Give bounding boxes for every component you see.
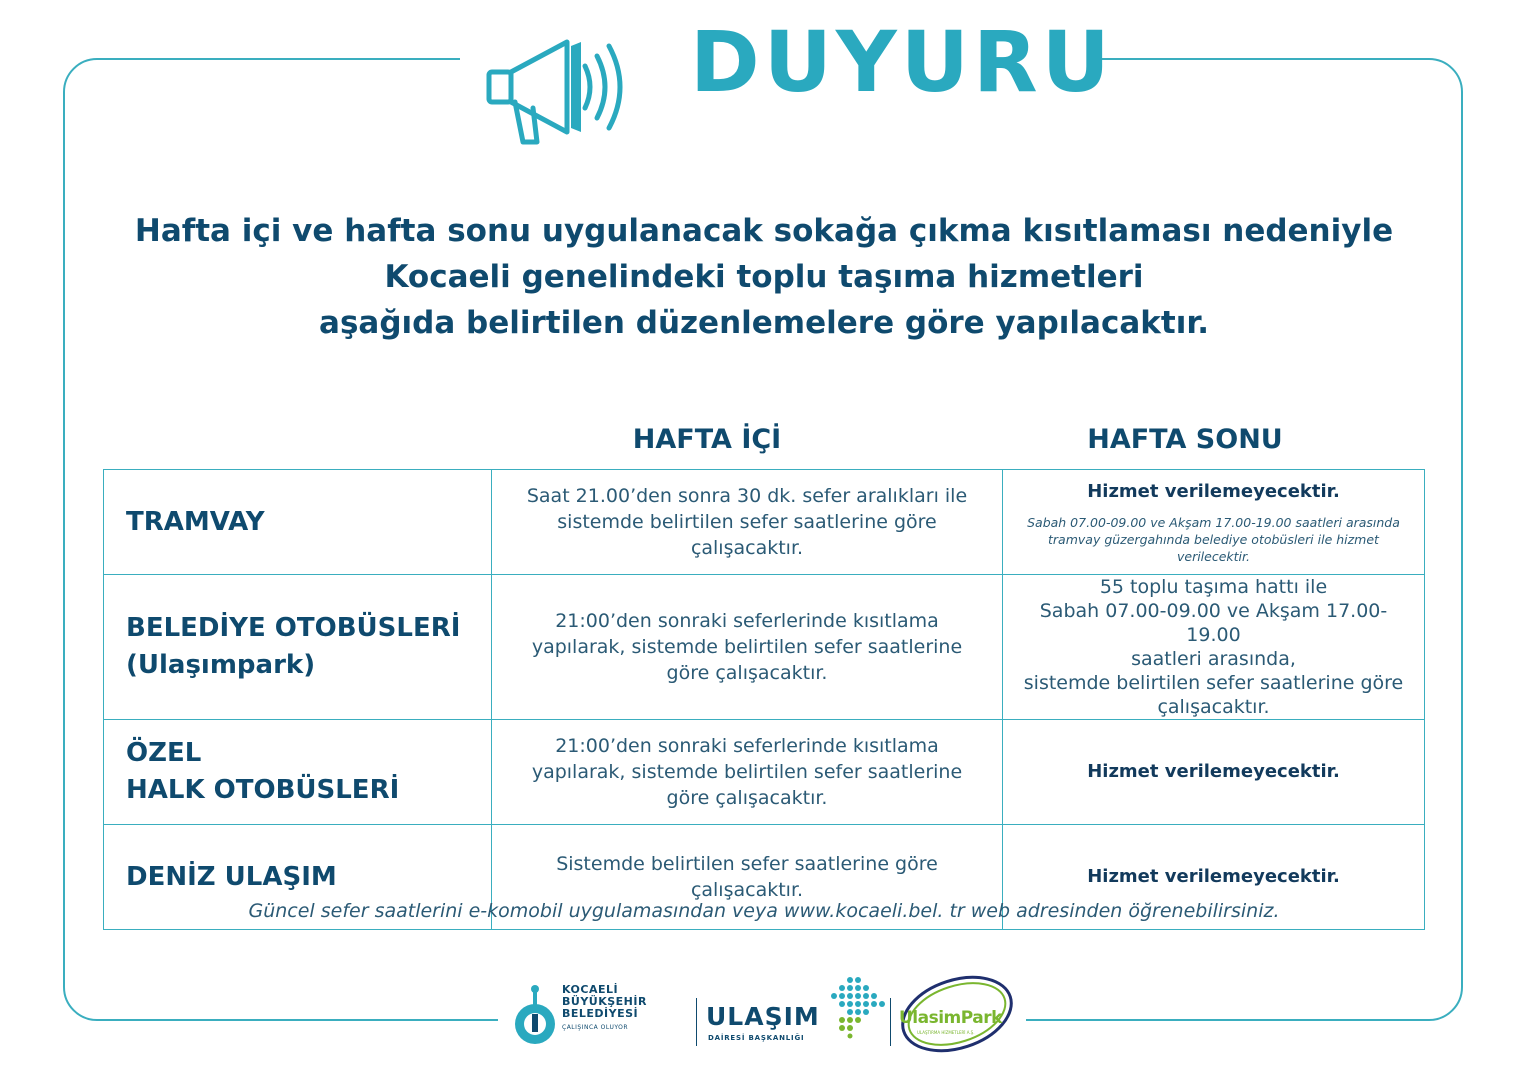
no-service-text: Hizmet verilemeyecektir. — [1087, 480, 1340, 502]
logo-divider — [890, 998, 891, 1046]
row-label-text: TRAMVAY — [126, 506, 265, 537]
kbb-line: BELEDİYESİ — [562, 1007, 639, 1020]
cell-line: sistemde belirtilen sefer saatlerine göre — [557, 511, 937, 533]
row-label-belediye — [104, 575, 492, 720]
row-label-text: (Ulaşımpark) — [126, 650, 316, 680]
headline — [64, 208, 1464, 346]
cell-line: göre çalışacaktır. — [666, 787, 828, 809]
cell-line: Saat 21.00’den sonra 30 dk. sefer aralıkları ile — [526, 485, 968, 507]
cell-line: saatleri arasında, — [1131, 648, 1296, 670]
cell-line: sistemde belirtilen sefer saatlerine göre çalışacaktır. — [1023, 672, 1404, 718]
headline-line-2: Kocaeli genelindeki toplu taşıma hizmetleri — [384, 259, 1144, 295]
cell-line: çalışacaktır. — [690, 537, 804, 559]
column-header-weekend: HAFTA SONU — [1087, 424, 1283, 455]
weekend-cell — [1003, 720, 1425, 825]
row-label-text: DENİZ ULAŞIM — [126, 861, 337, 892]
table-row — [104, 575, 1425, 720]
no-service-text: Hizmet verilemeyecektir. — [1087, 866, 1340, 887]
cell-line: yapılarak, sistemde belirtilen sefer saatlerine — [531, 636, 963, 658]
ulasimpark-wordmark: UlasimPark — [899, 1008, 1002, 1028]
cell-line: çalışacaktır. — [690, 879, 804, 901]
weekend-cell — [1003, 470, 1425, 575]
kbb-line: KOCAELİ — [562, 983, 619, 996]
row-label-text: HALK OTOBÜSLERİ — [126, 775, 400, 805]
note-line: Sabah 07.00-09.00 ve Akşam 17.00-19.00 saatleri arasında — [1027, 514, 1400, 530]
ulasim-subtitle: DAİRESİ BAŞKANLIĞI — [708, 1034, 805, 1042]
kbb-wordmark — [562, 984, 647, 1020]
kbb-slogan: ÇALIŞINCA OLUYOR — [562, 1024, 629, 1031]
table-row — [104, 470, 1425, 575]
logo-divider — [696, 998, 697, 1046]
ulasimpark-subtitle: ULAŞTIRMA HİZMETLERİ A.Ş. — [917, 1030, 975, 1035]
logo-strip — [510, 968, 1030, 1058]
kbb-logo — [510, 984, 685, 1054]
table-row — [104, 720, 1425, 825]
ulasim-logo — [706, 988, 881, 1054]
cell-line: 21:00’den sonraki seferlerinde kısıtlama — [555, 610, 939, 632]
page-title: DUYURU — [690, 13, 1114, 111]
row-label-tramvay — [104, 470, 492, 575]
cell-line: 21:00’den sonraki seferlerinde kısıtlama — [555, 735, 939, 757]
cell-line: Sistemde belirtilen sefer saatlerine göre — [556, 853, 938, 875]
cell-line: Sabah 07.00-09.00 ve Akşam 17.00-19.00 — [1039, 600, 1388, 646]
headline-line-1: Hafta içi ve hafta sonu uygulanacak sokağa çıkma kısıtlaması nedeniyle — [134, 213, 1394, 249]
cell-line: göre çalışacaktır. — [666, 662, 828, 684]
weekend-note — [1015, 514, 1412, 565]
headline-line-3: aşağıda belirtilen düzenlemelere göre yapılacaktır. — [319, 305, 1209, 341]
row-label-text: ÖZEL — [126, 738, 202, 768]
row-label-text: BELEDİYE OTOBÜSLERİ — [126, 613, 461, 643]
weekday-cell — [492, 470, 1003, 575]
kbb-emblem-icon — [512, 984, 558, 1046]
kbb-line: BÜYÜKŞEHİR — [562, 995, 647, 1008]
note-line: tramvay güzergahında belediye otobüsleri ile hizmet verilecektir. — [1048, 531, 1379, 564]
megaphone-icon — [485, 22, 645, 150]
dot-pattern-icon — [828, 974, 886, 1040]
weekend-cell — [1003, 575, 1425, 720]
column-header-weekday: HAFTA İÇİ — [632, 424, 782, 455]
schedule-table — [103, 469, 1425, 930]
footnote: Güncel sefer saatlerini e-komobil uygulamasından veya www.kocaeli.bel. tr web adresinden öğrenebilirsiniz. — [248, 900, 1280, 922]
weekday-cell — [492, 720, 1003, 825]
no-service-text: Hizmet verilemeyecektir. — [1087, 761, 1340, 782]
cell-line: yapılarak, sistemde belirtilen sefer saatlerine — [531, 761, 963, 783]
cell-line: 55 toplu taşıma hattı ile — [1099, 576, 1328, 598]
ulasimpark-logo — [895, 968, 1025, 1058]
ulasim-wordmark: ULAŞIM — [706, 1002, 820, 1031]
row-label-ozel — [104, 720, 492, 825]
weekday-cell — [492, 575, 1003, 720]
